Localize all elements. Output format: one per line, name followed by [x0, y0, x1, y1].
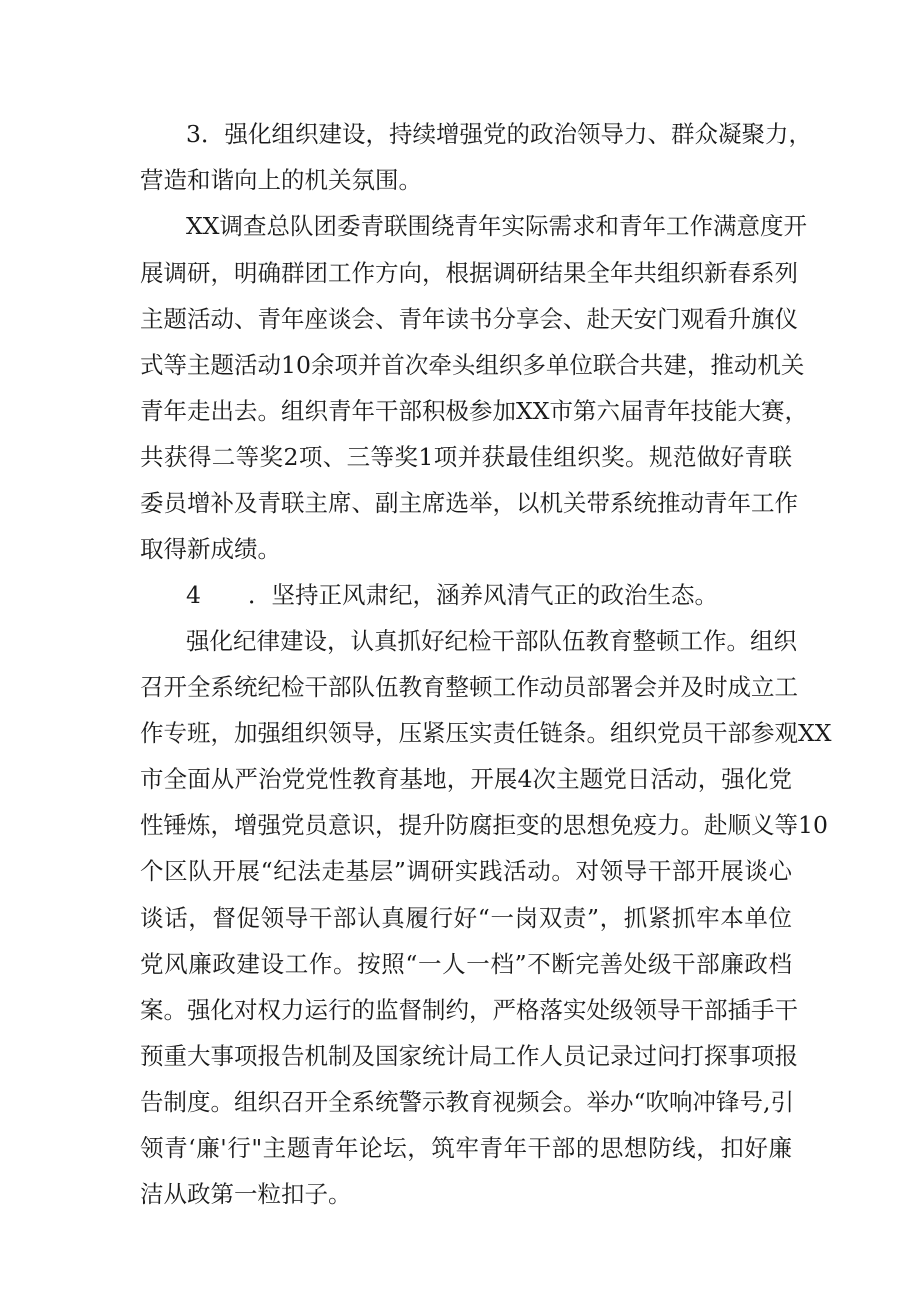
paragraph-1-line-8: 取得新成绩。 [140, 535, 281, 563]
paragraph-1-line-3: 主题活动、青年座谈会、青年读书分享会、赴天安门观看升旗仪 [140, 305, 798, 333]
paragraph-2-line-5: 性锤炼，增强党员意识，提升防腐拒变的思想免疫力。赴顺义等10 [140, 811, 828, 839]
paragraph-1-line-4: 式等主题活动10余项并首次牵头组织多单位联合共建，推动机关 [140, 351, 805, 379]
paragraph-1-line-1: XX调查总队团委青联围绕青年实际需求和青年工作满意度开 [186, 212, 807, 240]
paragraph-2-line-10: 预重大事项报告机制及国家统计局工作人员记录过问打探事项报 [140, 1042, 798, 1070]
paragraph-2-line-12: 领青‘廉'行"主题青年论坛，筑牢青年干部的思想防线，扣好廉 [140, 1134, 792, 1162]
paragraph-2-line-3: 作专班，加强组织领导，压紧压实责任链条。组织党员干部参观XX [140, 719, 832, 747]
paragraph-1-line-5: 青年走出去。组织青年干部积极参加XX市第六届青年技能大赛， [140, 397, 808, 425]
paragraph-2-line-4: 市全面从严治党党性教育基地，开展4次主题党日活动，强化党 [140, 765, 792, 793]
heading-3-line-1: 3．强化组织建设，持续增强党的政治领导力、群众凝聚力， [186, 120, 812, 148]
heading-4-line: 4 ．坚持正风肃纪，涵养风清气正的政治生态。 [186, 581, 718, 609]
paragraph-2-line-9: 案。强化对权力运行的监督制约，严格落实处级领导干部插手干 [140, 996, 798, 1024]
paragraph-2-line-1: 强化纪律建设，认真抓好纪检干部队伍教育整顿工作。组织 [186, 627, 797, 655]
paragraph-2-line-2: 召开全系统纪检干部队伍教育整顿工作动员部署会并及时成立工 [140, 673, 798, 701]
paragraph-1-line-7: 委员增补及青联主席、副主席选举，以机关带系统推动青年工作 [140, 489, 798, 517]
paragraph-2-line-8: 党风廉政建设工作。按照“一人一档”不断完善处级干部廉政档 [140, 950, 792, 978]
paragraph-2-line-11: 告制度。组织召开全系统警示教育视频会。举办“吹响冲锋号,引 [140, 1088, 794, 1116]
paragraph-2-line-6: 个区队开展“纪法走基层”调研实践活动。对领导干部开展谈心 [140, 857, 792, 885]
heading-3-line-2: 营造和谐向上的机关氛围。 [140, 166, 422, 194]
paragraph-1-line-2: 展调研，明确群团工作方向，根据调研结果全年共组织新春系列 [140, 259, 798, 287]
paragraph-2-line-13: 洁从政第一粒扣子。 [140, 1180, 352, 1208]
paragraph-1-line-6: 共获得二等奖2项、三等奖1项并获最佳组织奖。规范做好青联 [140, 443, 792, 471]
paragraph-2-line-7: 谈话，督促领导干部认真履行好“一岗双责”，抓紧抓牢本单位 [140, 904, 792, 932]
